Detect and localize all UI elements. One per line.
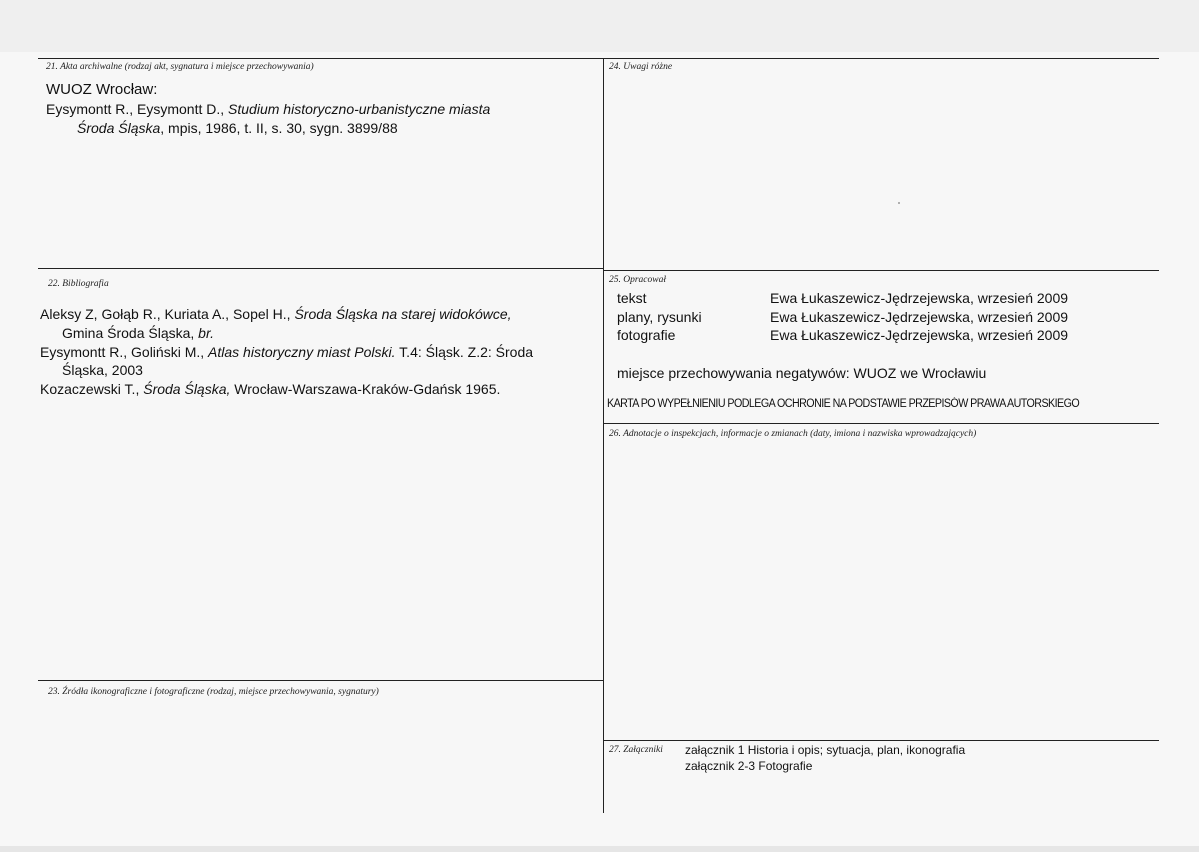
divider-21-22	[38, 268, 603, 269]
author-role-3: fotografie	[617, 327, 676, 343]
section-23-label: 23. Źródła ikonograficzne i fotograficzne (rodzaj, miejsce przechowywania, sygnatury)	[48, 687, 379, 697]
divider-top-left	[38, 58, 603, 59]
bibliography-entry-2	[40, 343, 533, 361]
bib2-volume: T.4: Śląsk. Z.2: Środa	[395, 344, 534, 360]
divider-25-26	[603, 423, 1159, 424]
bibliography-entry-1	[40, 305, 512, 323]
author-name-2: Ewa Łukaszewicz-Jędrzejewska, wrzesień 2009	[770, 309, 1069, 325]
bib1-note: br.	[198, 325, 214, 341]
divider-22-23	[38, 680, 603, 681]
section-27-label: 27. Załączniki	[609, 745, 663, 755]
archive-entry-title: Studium historyczno-urbanistyczne miasta	[228, 101, 491, 117]
negatives-location: miejsce przechowywania negatywów: WUOZ we Wrocławiu	[617, 365, 987, 381]
attachment-2: załącznik 2-3 Fotografie	[685, 759, 813, 773]
archive-name: WUOZ Wrocław:	[46, 81, 158, 98]
divider-24-25	[603, 270, 1159, 271]
author-name-3: Ewa Łukaszewicz-Jędrzejewska, wrzesień 2009	[770, 327, 1069, 343]
archive-entry-line2	[77, 119, 398, 137]
section-24-label: 24. Uwagi różne	[609, 62, 673, 72]
scan-bottom-edge	[0, 846, 1199, 852]
copyright-notice: KARTA PO WYPEŁNIENIU PODLEGA OCHRONIE NA PODSTAWIE PRZEPISÓW PRAWA AUTORSKIEGO	[607, 398, 1080, 410]
bibliography-entry-3	[40, 380, 500, 398]
bib1-publisher: Gmina Środa Śląska,	[62, 325, 199, 341]
archive-entry-details: , mpis, 1986, t. II, s. 30, sygn. 3899/88	[160, 120, 398, 136]
author-name-1: Ewa Łukaszewicz-Jędrzejewska, wrzesień 2009	[770, 290, 1069, 306]
divider-center	[603, 58, 604, 813]
bib3-publisher: Wrocław-Warszawa-Kraków-Gdańsk 1965.	[230, 381, 501, 397]
section-25-label: 25. Opracował	[609, 275, 666, 285]
author-role-2: plany, rysunki	[617, 309, 702, 325]
archive-entry-authors: Eysymontt R., Eysymontt D.,	[46, 101, 229, 117]
divider-top-right	[603, 58, 1159, 59]
bib2-authors: Eysymontt R., Goliński M.,	[40, 344, 209, 360]
bibliography-entry-2-cont: Śląska, 2003	[62, 362, 143, 378]
bibliography-entry-1-cont	[62, 324, 214, 342]
scan-speck	[898, 202, 900, 204]
archive-entry-line1	[46, 100, 490, 118]
archive-entry-title-cont: Środa Śląska	[77, 120, 161, 136]
section-22-label: 22. Bibliografia	[48, 279, 109, 289]
scan-top-margin	[0, 0, 1199, 52]
bib2-title: Atlas historyczny miast Polski.	[208, 344, 396, 360]
section-21-label: 21. Akta archiwalne (rodzaj akt, sygnatura i miejsce przechowywania)	[46, 62, 314, 72]
bib3-title: Środa Śląska,	[143, 381, 231, 397]
section-26-label: 26. Adnotacje o inspekcjach, informacje o zmianach (daty, imiona i nazwiska wprowadzających)	[609, 429, 977, 439]
attachment-1: załącznik 1 Historia i opis; sytuacja, plan, ikonografia	[685, 743, 966, 757]
bib1-title: Środa Śląska na starej widokówce,	[294, 306, 512, 322]
author-role-1: tekst	[617, 290, 647, 306]
bib1-authors: Aleksy Z, Gołąb R., Kuriata A., Sopel H.,	[40, 306, 295, 322]
bib3-authors: Kozaczewski T.,	[40, 381, 144, 397]
